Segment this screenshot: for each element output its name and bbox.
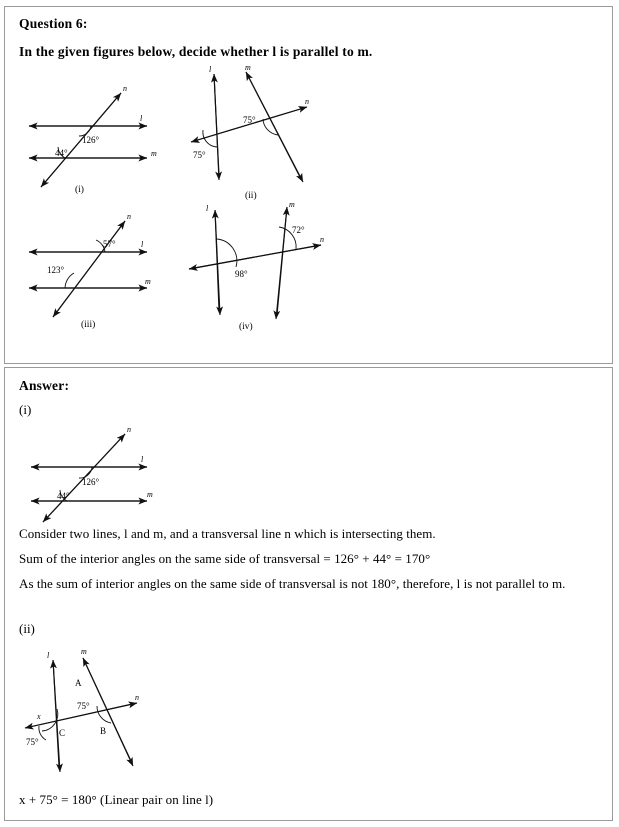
label-l: l — [140, 114, 143, 123]
label-l: l — [47, 651, 50, 660]
line-m-down — [83, 658, 133, 766]
figure-iii — [17, 207, 187, 329]
label-m: m — [145, 277, 151, 286]
angle-label-126: 126° — [82, 135, 100, 145]
figure-caption-ii: (ii) — [245, 191, 257, 201]
angle-label-x: x — [37, 712, 41, 721]
answer-part-i-label: (i) — [19, 402, 32, 417]
angle-label-98: 98° — [235, 269, 248, 279]
angle-arc-75-lower — [203, 130, 217, 147]
label-n: n — [135, 693, 139, 702]
angle-label-123: 123° — [47, 265, 65, 275]
angle-label-126: 126° — [82, 477, 100, 487]
answer-panel — [4, 367, 613, 821]
question-title: Question 6: — [19, 16, 88, 31]
label-n: n — [127, 212, 131, 221]
label-m: m — [245, 63, 251, 72]
angle-arc-75-at-C — [39, 726, 46, 740]
line-m-down — [276, 207, 287, 319]
label-n: n — [127, 425, 131, 434]
answer-figure-ii — [15, 646, 190, 774]
answer-line-2: Sum of the interior angles on the same side of transversal = 126° + 44° = 170° — [19, 551, 431, 566]
label-l: l — [209, 65, 212, 74]
line-n-up — [41, 93, 121, 187]
answer-line-3: As the sum of interior angles on the same side of transversal is not 180°, therefore, l is not parallel to m. — [19, 576, 566, 591]
point-label-B: B — [100, 726, 107, 736]
angle-label-72: 72° — [292, 225, 305, 235]
label-n: n — [123, 84, 127, 93]
figure-caption-iii: (iii) — [81, 320, 96, 330]
label-m: m — [81, 647, 87, 656]
angle-label-57: 57° — [103, 239, 116, 249]
answer-figure-i-svg — [17, 420, 187, 525]
line-n-right — [189, 245, 321, 269]
angle-label-75-upper: 75° — [77, 701, 90, 711]
figure-ii-svg — [183, 62, 343, 202]
line-l-down — [215, 210, 220, 315]
label-n: n — [305, 97, 309, 106]
label-m: m — [289, 200, 295, 209]
angle-arc-75-upper — [263, 119, 278, 135]
angle-arc-123 — [65, 273, 74, 288]
answer-part-ii-label: (ii) — [19, 621, 35, 636]
answer-figure-ii-svg — [15, 646, 190, 774]
label-m: m — [151, 149, 157, 158]
point-label-C: C — [59, 728, 66, 738]
line-m-down — [246, 72, 303, 182]
label-m: m — [147, 490, 153, 499]
line-l-down — [53, 660, 60, 772]
figure-iv — [183, 197, 348, 332]
label-l: l — [141, 240, 144, 249]
figure-caption-iv: (iv) — [239, 322, 253, 332]
answer-line-1: Consider two lines, l and m, and a transversal line n which is intersecting them. — [19, 526, 436, 541]
label-l: l — [206, 204, 209, 213]
question-prompt: In the given figures below, decide whether l is parallel to m. — [19, 44, 373, 59]
angle-label-75-lower: 75° — [193, 150, 206, 160]
label-n: n — [320, 235, 324, 244]
question-panel — [4, 6, 613, 364]
answer-line-4: x + 75° = 180° (Linear pair on line l) — [19, 792, 214, 807]
line-l-down — [214, 74, 219, 180]
label-l: l — [141, 455, 144, 464]
angle-label-75-upper: 75° — [243, 115, 256, 125]
figure-ii — [183, 62, 343, 202]
figure-iv-svg — [183, 197, 348, 332]
angle-label-44: 44° — [55, 148, 68, 158]
answer-title: Answer: — [19, 378, 70, 393]
figure-iii-svg — [17, 207, 187, 329]
figure-i — [17, 79, 187, 194]
angle-label-75-lower: 75° — [26, 737, 39, 747]
point-label-A: A — [75, 678, 82, 688]
figure-i-svg — [17, 79, 187, 194]
figure-caption-i: (i) — [75, 185, 84, 195]
angle-label-44: 44° — [57, 491, 70, 501]
answer-figure-i — [17, 420, 187, 525]
